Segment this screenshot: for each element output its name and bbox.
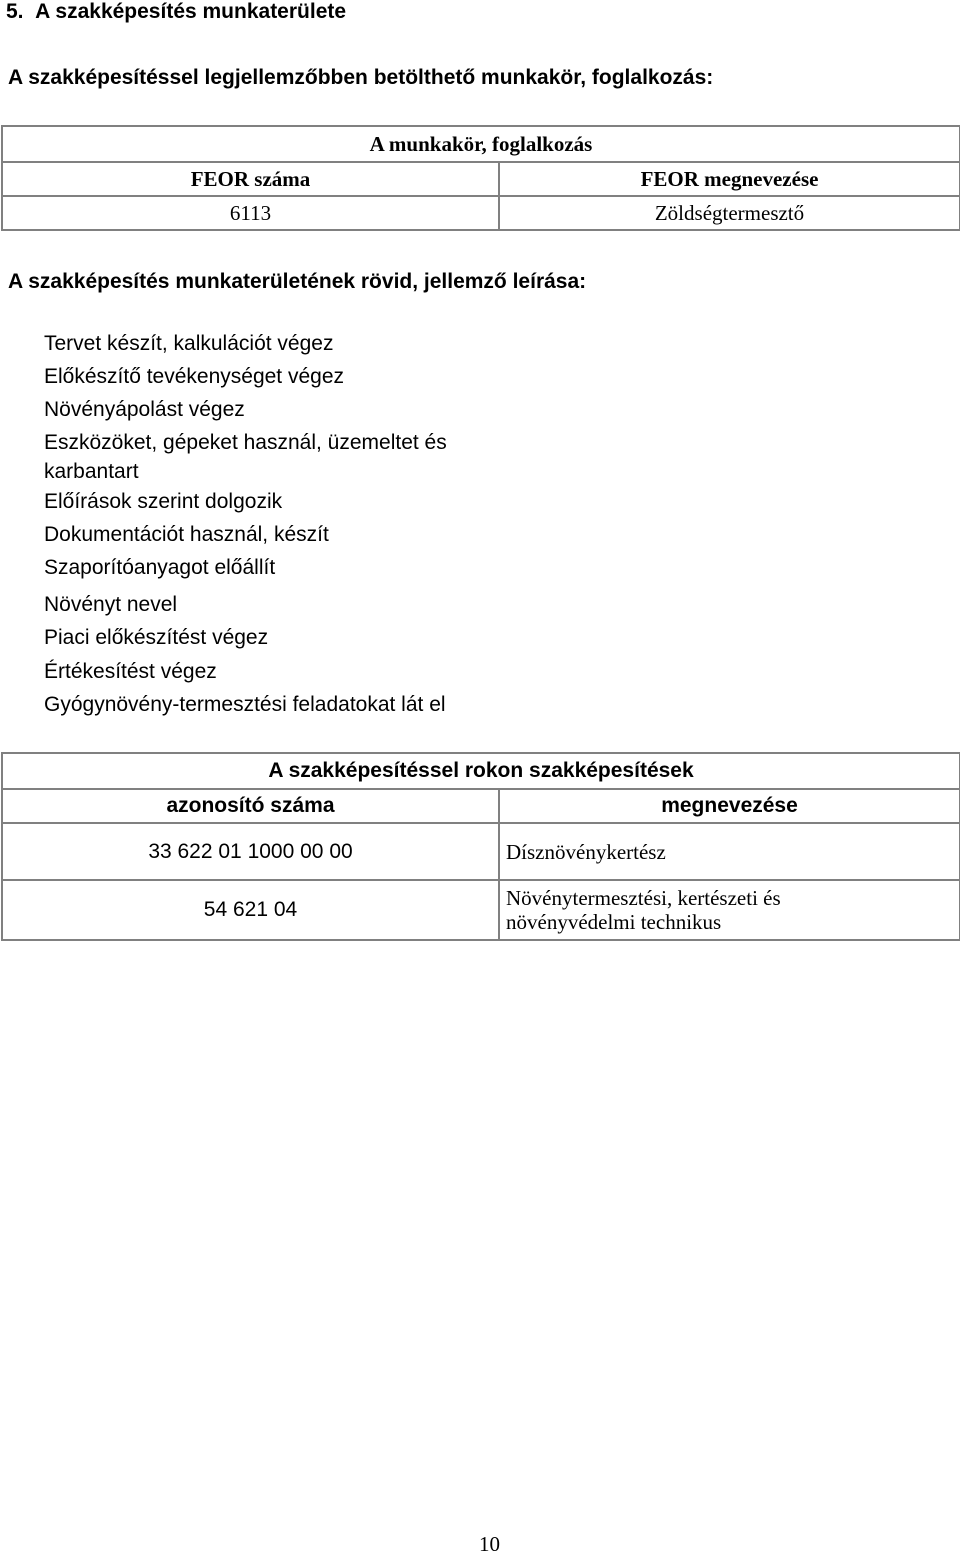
task-item: Értékesítést végez <box>44 660 217 683</box>
job-table-header-feor-name: FEOR megnevezése <box>499 162 960 196</box>
related-table-cell-name: Dísznövénykertész <box>499 823 960 880</box>
page-number: 10 <box>479 1532 500 1556</box>
task-item: Dokumentációt használ, készít <box>44 523 329 546</box>
task-item: Piaci előkészítést végez <box>44 626 269 649</box>
job-table-header-feor-number: FEOR száma <box>2 162 499 196</box>
description-title: A szakképesítés munkaterületének rövid, jellemző leírása: <box>8 270 587 293</box>
related-qualifications-table <box>1 752 960 941</box>
section-title: 5. A szakképesítés munkaterülete <box>6 0 347 23</box>
task-item: Gyógynövény-termesztési feladatokat lát el <box>44 693 446 716</box>
task-item: karbantart <box>44 460 139 483</box>
job-table-title: A munkakör, foglalkozás <box>2 126 960 162</box>
task-item: Eszközöket, gépeket használ, üzemeltet és <box>44 431 447 454</box>
task-item: Szaporítóanyagot előállít <box>44 556 276 579</box>
job-table-cell-feor-number: 6113 <box>2 196 499 230</box>
task-item: Előkészítő tevékenységet végez <box>44 365 345 388</box>
job-table <box>1 125 960 231</box>
related-table-cell-id: 54 621 04 <box>2 880 499 940</box>
task-item: Tervet készít, kalkulációt végez <box>44 332 334 355</box>
related-table-cell-id: 33 622 01 1000 00 00 <box>2 823 499 880</box>
related-table-cell-name: Növénytermesztési, kertészeti és növényvédelmi technikus <box>499 880 960 940</box>
task-item: Előírások szerint dolgozik <box>44 490 283 513</box>
task-item: Növényt nevel <box>44 593 178 616</box>
job-table-cell-feor-name: Zöldségtermesztő <box>499 196 960 230</box>
related-table-title: A szakképesítéssel rokon szakképesítések <box>2 753 960 789</box>
subtitle: A szakképesítéssel legjellemzőbben betölthető munkakör, foglalkozás: <box>8 66 714 89</box>
related-table-header-id: azonosító száma <box>2 789 499 823</box>
task-item: Növényápolást végez <box>44 398 245 421</box>
related-table-header-name: megnevezése <box>499 789 960 823</box>
